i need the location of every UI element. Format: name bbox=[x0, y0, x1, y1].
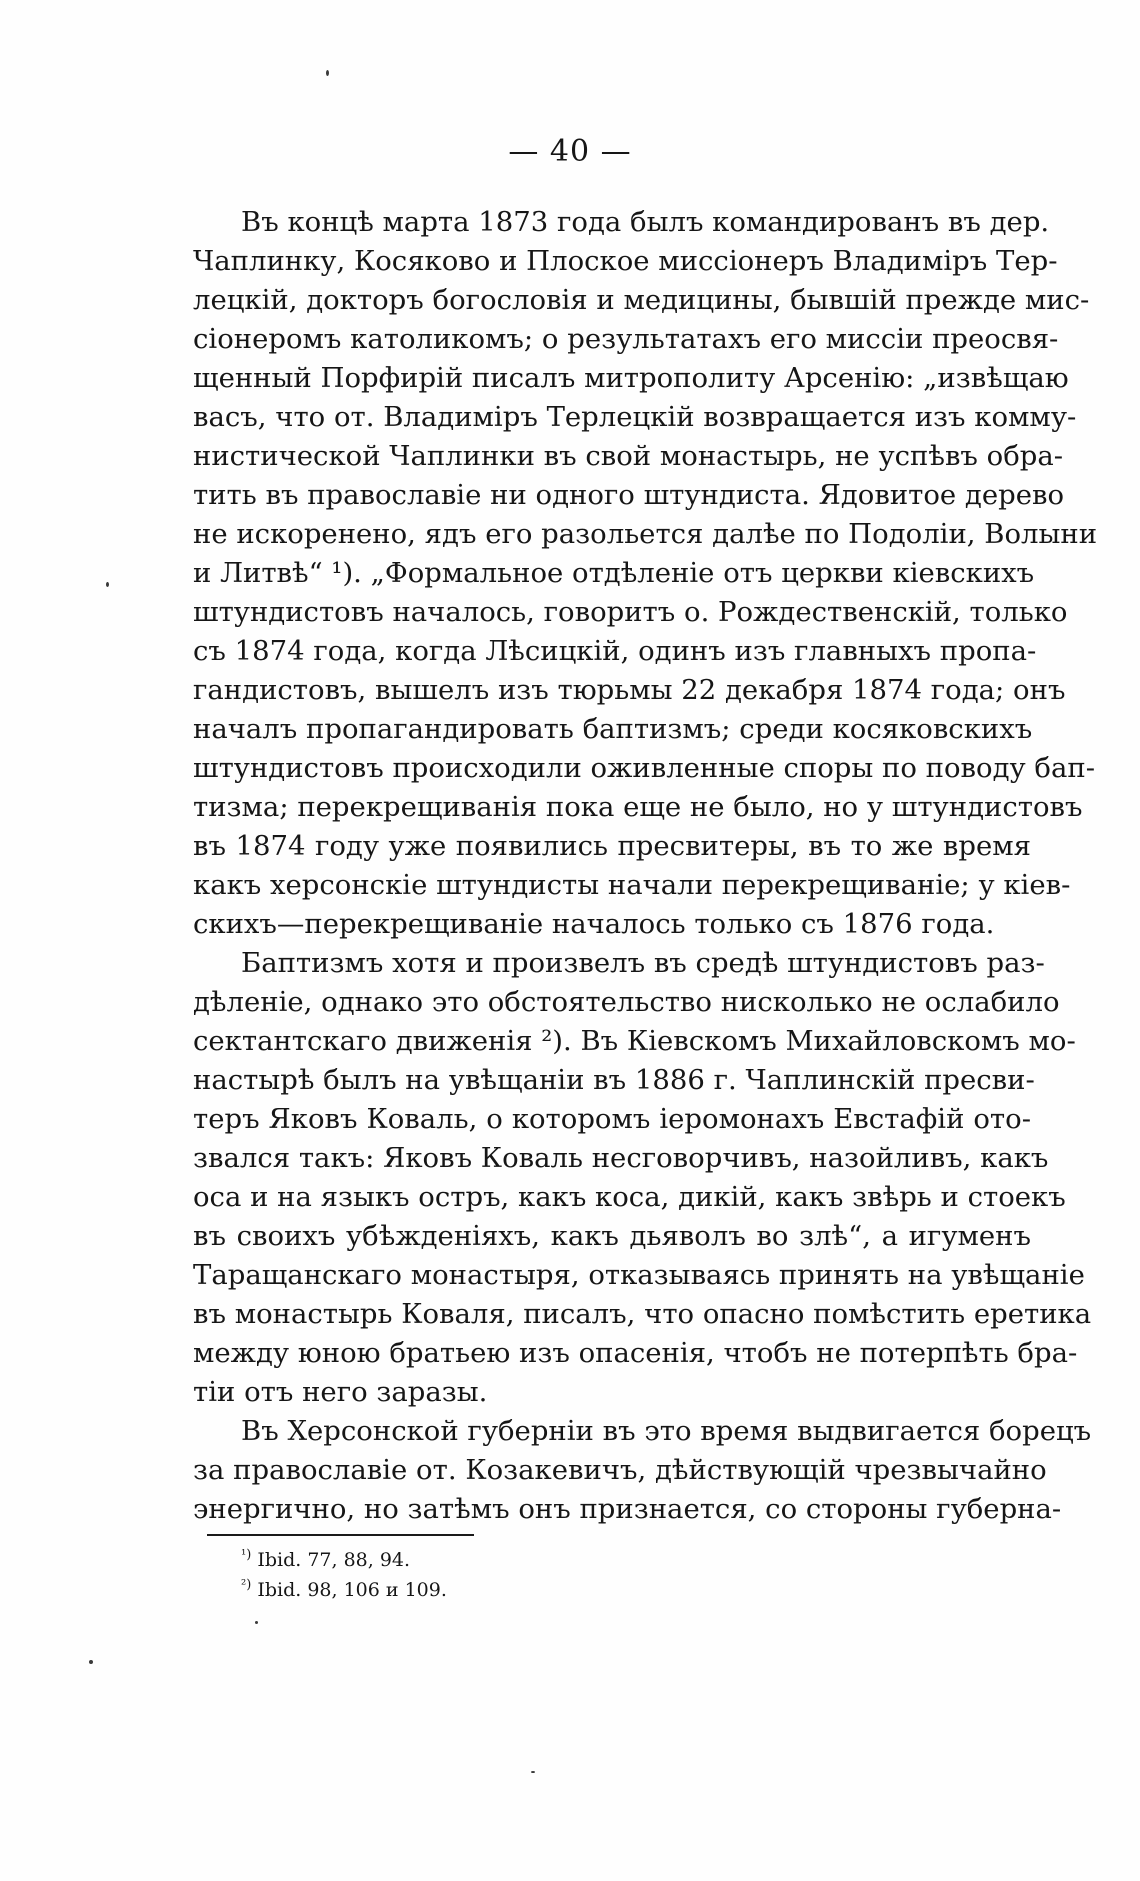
text-line: дѣленіе, однако это обстоятельство нисколько не ослабило bbox=[193, 986, 1060, 1018]
text-line: началъ пропагандировать баптизмъ; среди косяковскихъ bbox=[193, 713, 1033, 745]
footnote-2 bbox=[241, 1575, 447, 1605]
text-line: не искоренено, ядъ его разольется далѣе по Подоліи, Волыни bbox=[193, 518, 1098, 550]
text-line: Въ Херсонской губерніи въ это время выдвигается борецъ bbox=[241, 1415, 1092, 1447]
scan-speck bbox=[326, 70, 329, 76]
text-line: васъ, что от. Владиміръ Терлецкій возвращается изъ комму- bbox=[193, 401, 1077, 433]
text-line: штундистовъ происходили оживленные споры по поводу бап- bbox=[193, 752, 1095, 784]
footnote-1 bbox=[241, 1545, 447, 1575]
text-line: въ своихъ убѣжденіяхъ, какъ дьяволъ во злѣ“, а игуменъ bbox=[193, 1220, 1031, 1252]
text-line: между юною братьею изъ опасенія, чтобъ не потерпѣть бра- bbox=[193, 1337, 1078, 1369]
paragraph-3 bbox=[193, 1412, 1092, 1529]
text-line: щенный Порфирій писалъ митрополиту Арсенію: „извѣщаю bbox=[193, 362, 1069, 394]
text-line: и Литвѣ“ ¹). „Формальное отдѣленіе отъ церкви кіевскихъ bbox=[193, 557, 1035, 589]
text-line: Чаплинку, Косяково и Плоское миссіонеръ Владиміръ Тер- bbox=[193, 245, 1058, 277]
text-line: звался такъ: Яковъ Коваль несговорчивъ, назойливъ, какъ bbox=[193, 1142, 1049, 1174]
text-line: Таращанскаго монастыря, отказываясь принять на увѣщаніе bbox=[193, 1259, 1085, 1291]
body-text bbox=[193, 203, 1098, 1529]
text-line: гандистовъ, вышелъ изъ тюрьмы 22 декабря 1874 года; онъ bbox=[193, 674, 1066, 706]
text-line: скихъ—перекрещиваніе началось только съ 1876 года. bbox=[193, 908, 995, 940]
text-line: теръ Яковъ Коваль, о которомъ іеромонахъ Евстафій ото- bbox=[193, 1103, 1031, 1135]
text-line: Баптизмъ хотя и произвелъ въ средѣ штундистовъ раз- bbox=[241, 947, 1045, 979]
text-line: лецкій, докторъ богословія и медицины, бывшій прежде мис- bbox=[193, 284, 1090, 316]
footnote-mark: ²) bbox=[241, 1577, 252, 1593]
text-line: настырѣ былъ на увѣщаніи въ 1886 г. Чаплинскій пресви- bbox=[193, 1064, 1035, 1096]
text-line: нистической Чаплинки въ свой монастырь, не успѣвъ обра- bbox=[193, 440, 1064, 472]
text-line: съ 1874 года, когда Лѣсицкій, одинъ изъ главныхъ пропа- bbox=[193, 635, 1037, 667]
page-number: — 40 — bbox=[508, 134, 632, 169]
footnote-text: Ibid. 77, 88, 94. bbox=[251, 1549, 411, 1571]
text-line: тизма; перекрещиванія пока еще не было, но у штундистовъ bbox=[193, 791, 1083, 823]
paragraph-1 bbox=[193, 203, 1098, 944]
paragraph-2 bbox=[193, 944, 1092, 1412]
scan-speck bbox=[255, 1621, 258, 1624]
text-line: за православіе от. Козакевичъ, дѣйствующій чрезвычайно bbox=[193, 1454, 1047, 1486]
text-line: тить въ православіе ни одного штундиста. Ядовитое дерево bbox=[193, 479, 1065, 511]
text-line: какъ херсонскіе штундисты начали перекрещиваніе; у кіев- bbox=[193, 869, 1071, 901]
scan-speck bbox=[89, 1660, 93, 1664]
text-line: оса и на языкъ остръ, какъ коса, дикій, какъ звѣрь и стоекъ bbox=[193, 1181, 1066, 1213]
footnotes bbox=[241, 1545, 447, 1605]
text-line: Въ концѣ марта 1873 года былъ командированъ въ дер. bbox=[241, 206, 1050, 238]
footnote-text: Ibid. 98, 106 и 109. bbox=[251, 1579, 447, 1601]
text-line: тіи отъ него заразы. bbox=[193, 1376, 488, 1408]
text-line: въ 1874 году уже появились пресвитеры, въ то же время bbox=[193, 830, 1031, 862]
text-line: энергично, но затѣмъ онъ признается, со стороны губерна- bbox=[193, 1493, 1062, 1525]
text-line: въ монастырь Коваля, писалъ, что опасно помѣстить еретика bbox=[193, 1298, 1092, 1330]
footnote-mark: ¹) bbox=[241, 1547, 252, 1563]
scan-speck bbox=[106, 582, 109, 587]
text-line: сіонеромъ католикомъ; о результатахъ его миссіи преосвя- bbox=[193, 323, 1059, 355]
text-line: сектантскаго движенія ²). Въ Кіевскомъ Михайловскомъ мо- bbox=[193, 1025, 1076, 1057]
footnote-separator bbox=[207, 1534, 474, 1536]
scan-speck bbox=[531, 1771, 535, 1773]
text-line: штундистовъ началось, говоритъ о. Рождественскій, только bbox=[193, 596, 1068, 628]
